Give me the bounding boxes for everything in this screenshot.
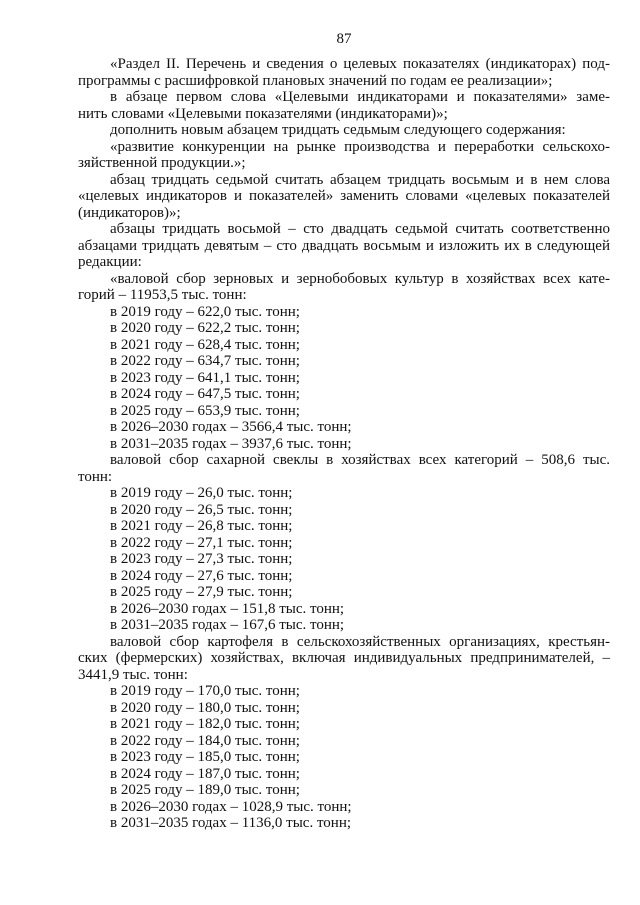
document-body	[78, 56, 610, 832]
paragraph	[78, 337, 610, 354]
paragraph	[78, 436, 610, 453]
text-line: в 2025 году – 653,9 тыс. тонн;	[110, 402, 300, 419]
text-line: в абзаце первом слова «Целевыми индикаторами и показателями» заме-	[110, 89, 610, 105]
text-line: в 2019 году – 170,0 тыс. тонн;	[110, 683, 300, 699]
paragraph	[78, 584, 610, 601]
text-line: в 2022 году – 184,0 тыс. тонн;	[110, 732, 300, 749]
text-line: абзацами тридцать девятым – сто двадцать восьмым и изложить их в следующей	[78, 237, 610, 254]
paragraph	[78, 601, 610, 618]
paragraph	[78, 766, 610, 783]
text-line: в 2031–2035 годах – 1136,0 тыс. тонн;	[110, 815, 352, 831]
paragraph	[78, 452, 610, 485]
text-line: нить словами «Целевыми показателями (индикаторами)»;	[78, 105, 448, 122]
text-line: программы с расшифровкой плановых значений по годам ее реализации»;	[78, 72, 553, 89]
text-line: в 2024 году – 187,0 тыс. тонн;	[110, 765, 300, 782]
paragraph	[78, 172, 610, 222]
paragraph	[78, 782, 610, 799]
text-line: (индикаторов)»;	[78, 204, 181, 221]
text-line: в 2026–2030 годах – 3566,4 тыс. тонн;	[110, 419, 352, 435]
paragraph	[78, 271, 610, 304]
text-line: в 2020 году – 180,0 тыс. тонн;	[110, 699, 300, 716]
paragraph	[78, 683, 610, 700]
text-line: «целевых индикаторов и показателей» заменить словами «целевых показателей	[78, 188, 610, 204]
paragraph	[78, 139, 610, 172]
text-line: абзацы тридцать восьмой – сто двадцать седьмой считать соответственно	[110, 221, 610, 237]
paragraph	[78, 815, 610, 832]
text-line: «развитие конкуренции на рынке производства и переработки сельскохо-	[110, 138, 610, 155]
text-line: в 2020 году – 26,5 тыс. тонн;	[110, 501, 293, 518]
paragraph	[78, 716, 610, 733]
text-line: ских (фермерских) хозяйствах, включая индивидуальных предпринимателей, –	[78, 650, 610, 666]
text-line: в 2019 году – 26,0 тыс. тонн;	[110, 485, 293, 501]
paragraph	[78, 535, 610, 552]
paragraph	[78, 56, 610, 89]
paragraph	[78, 634, 610, 684]
text-line: в 2023 году – 27,3 тыс. тонн;	[110, 551, 293, 567]
text-line: горий – 11953,5 тыс. тонн:	[78, 287, 247, 303]
text-line: в 2019 году – 622,0 тыс. тонн;	[110, 303, 300, 320]
paragraph	[78, 733, 610, 750]
paragraph	[78, 617, 610, 634]
paragraph	[78, 370, 610, 387]
text-line: «валовой сбор зерновых и зернобобовых культур в хозяйствах всех кате-	[110, 270, 610, 287]
paragraph	[78, 386, 610, 403]
paragraph	[78, 320, 610, 337]
text-line: в 2020 году – 622,2 тыс. тонн;	[110, 320, 300, 336]
paragraph	[78, 568, 610, 585]
text-line: в 2024 году – 647,5 тыс. тонн;	[110, 386, 300, 402]
text-line: в 2025 году – 27,9 тыс. тонн;	[110, 584, 293, 600]
paragraph	[78, 419, 610, 436]
paragraph	[78, 518, 610, 535]
text-line: в 2021 году – 182,0 тыс. тонн;	[110, 716, 300, 732]
text-line: валовой сбор картофеля в сельскохозяйственных организациях, крестьян-	[110, 633, 610, 650]
text-line: в 2025 году – 189,0 тыс. тонн;	[110, 782, 300, 798]
text-line: в 2031–2035 годах – 167,6 тыс. тонн;	[110, 617, 345, 633]
paragraph	[78, 304, 610, 321]
paragraph	[78, 551, 610, 568]
text-line: в 2021 году – 26,8 тыс. тонн;	[110, 518, 293, 534]
text-line: в 2026–2030 годах – 151,8 тыс. тонн;	[110, 600, 345, 617]
paragraph	[78, 89, 610, 122]
text-line: редакции:	[78, 254, 142, 270]
paragraph	[78, 700, 610, 717]
text-line: в 2022 году – 27,1 тыс. тонн;	[110, 534, 293, 551]
paragraph	[78, 122, 610, 139]
text-line: абзац тридцать седьмой считать абзацем тридцать восьмым и в нем слова	[110, 171, 610, 188]
paragraph	[78, 485, 610, 502]
paragraph	[78, 353, 610, 370]
text-line: тонн:	[78, 468, 113, 485]
text-line: в 2031–2035 годах – 3937,6 тыс. тонн;	[110, 435, 352, 452]
paragraph	[78, 799, 610, 816]
paragraph	[78, 221, 610, 271]
paragraph	[78, 403, 610, 420]
paragraph	[78, 502, 610, 519]
paragraph	[78, 749, 610, 766]
text-line: в 2026–2030 годах – 1028,9 тыс. тонн;	[110, 798, 352, 815]
text-line: 3441,9 тыс. тонн:	[78, 666, 188, 683]
text-line: в 2021 году – 628,4 тыс. тонн;	[110, 336, 300, 353]
text-line: зяйственной продукции.»;	[78, 155, 246, 171]
text-line: в 2024 году – 27,6 тыс. тонн;	[110, 567, 293, 584]
text-line: «Раздел II. Перечень и сведения о целевых показателях (индикаторах) под-	[110, 56, 610, 72]
text-line: в 2022 году – 634,7 тыс. тонн;	[110, 353, 300, 369]
page-number: 87	[336, 31, 352, 47]
text-line: в 2023 году – 641,1 тыс. тонн;	[110, 369, 300, 386]
text-line: валовой сбор сахарной свеклы в хозяйствах всех категорий – 508,6 тыс.	[110, 452, 610, 468]
text-line: дополнить новым абзацем тридцать седьмым следующего содержания:	[110, 122, 566, 138]
text-line: в 2023 году – 185,0 тыс. тонн;	[110, 749, 300, 765]
